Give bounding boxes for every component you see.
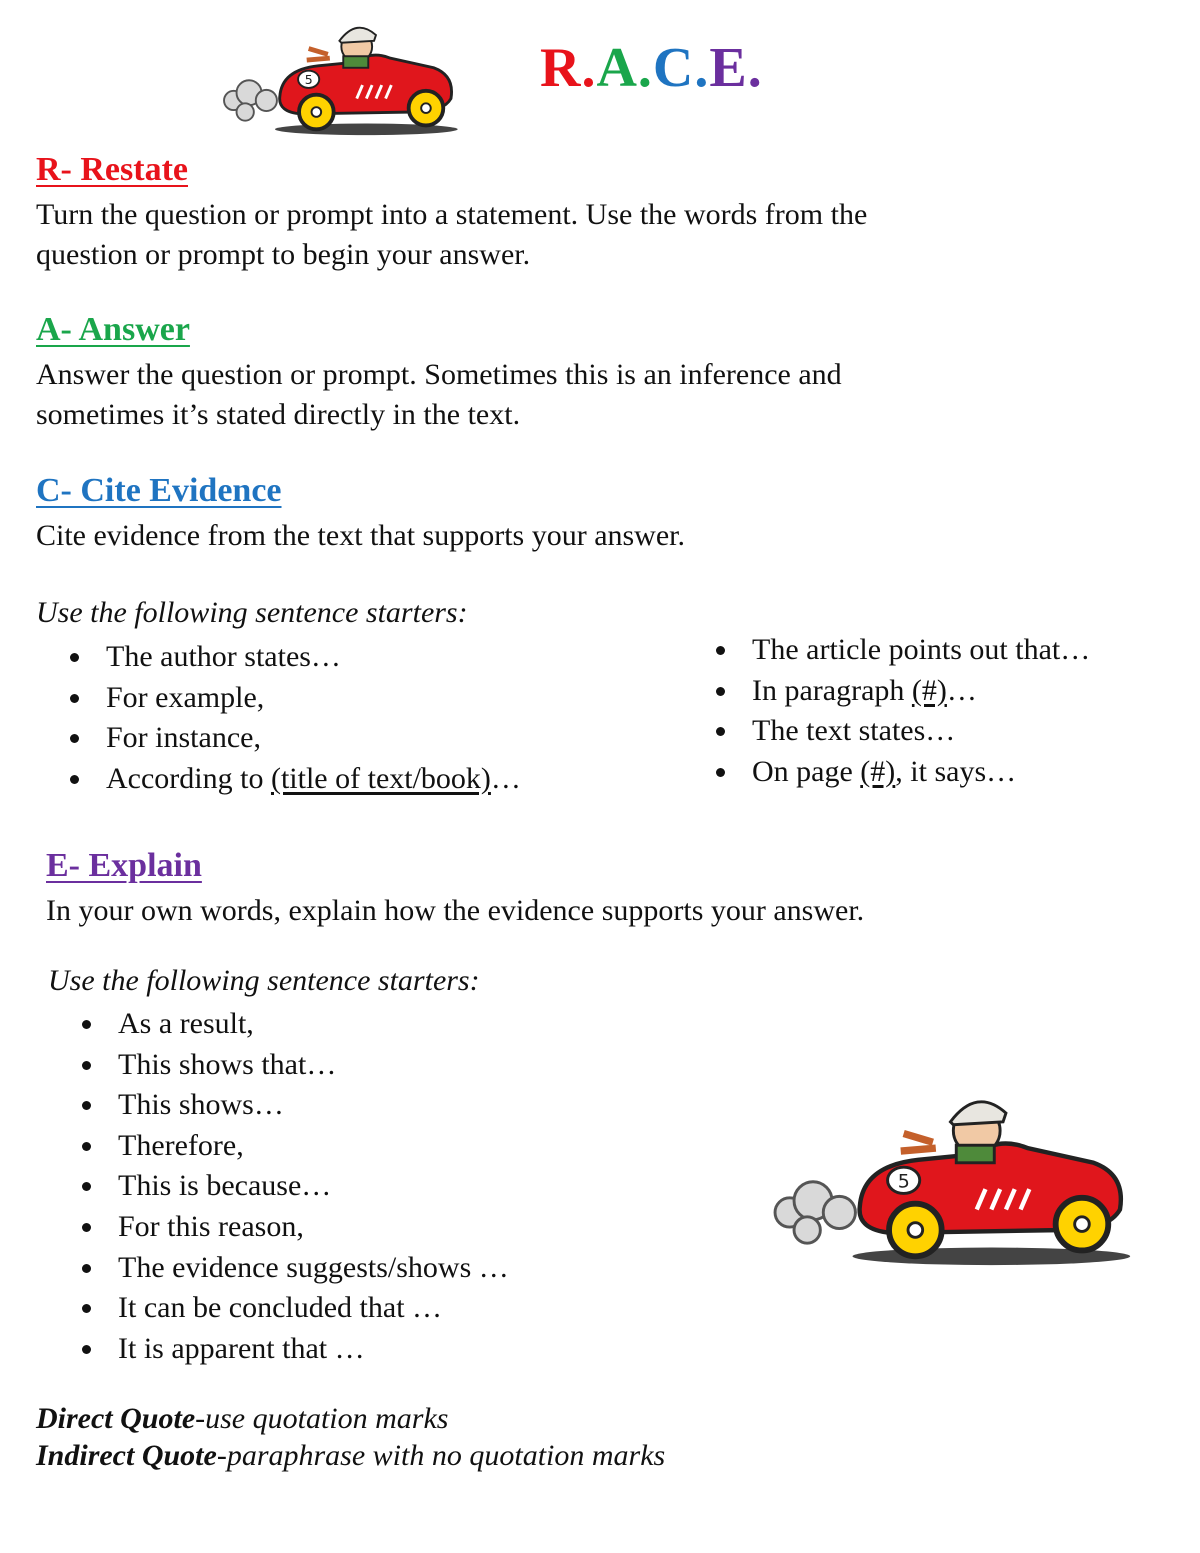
cite-starters-left xyxy=(36,637,521,799)
answer-text xyxy=(36,355,1166,435)
indirect-quote-definition: -paraphrase with no quotation marks xyxy=(216,1439,666,1472)
explain-starters-label: Use the following sentence starters: xyxy=(48,964,480,997)
underlined-placeholder: (title of text/book) xyxy=(270,761,491,795)
page-title xyxy=(540,36,763,100)
list-item: For instance, xyxy=(36,718,521,759)
top-race-car-image xyxy=(205,12,470,137)
answer-line-1: Answer the question or prompt. Sometimes this is an inference and xyxy=(36,358,842,391)
list-item: This shows that… xyxy=(48,1045,509,1086)
title-letter-e: E. xyxy=(709,37,763,99)
restate-line-2: question or prompt to begin your answer. xyxy=(36,238,531,271)
restate-line-1: Turn the question or prompt into a statement. Use the words from the xyxy=(36,198,868,231)
indirect-quote-line xyxy=(36,1439,665,1473)
list-item: The text states… xyxy=(682,711,1090,752)
explain-starters-list xyxy=(48,1004,509,1369)
list-item: It can be concluded that … xyxy=(48,1288,509,1329)
list-item: For example, xyxy=(36,678,521,719)
list-item: In paragraph (#)… xyxy=(682,671,1090,712)
list-item: This shows… xyxy=(48,1085,509,1126)
underlined-placeholder: (#) xyxy=(911,673,947,707)
list-item: The author states… xyxy=(36,637,521,678)
list-item: The article points out that… xyxy=(682,630,1090,671)
race-car-icon xyxy=(205,12,470,137)
title-letter-a: A. xyxy=(596,37,653,99)
answer-line-2: sometimes it’s stated directly in the text. xyxy=(36,398,521,431)
list-item: As a result, xyxy=(48,1004,509,1045)
indirect-quote-term: Indirect Quote xyxy=(36,1439,217,1472)
title-letter-c: C. xyxy=(652,37,710,99)
direct-quote-definition: -use quotation marks xyxy=(195,1402,449,1435)
answer-heading: A- Answer xyxy=(36,311,190,348)
race-car-icon xyxy=(735,1078,1160,1268)
list-item: Therefore, xyxy=(48,1126,509,1167)
cite-text: Cite evidence from the text that supports your answer. xyxy=(36,519,685,552)
direct-quote-line xyxy=(36,1402,448,1436)
list-item: On page (#), it says… xyxy=(682,752,1090,793)
cite-starters-label: Use the following sentence starters: xyxy=(36,596,468,629)
list-item: This is because… xyxy=(48,1166,509,1207)
direct-quote-term: Direct Quote xyxy=(36,1402,196,1435)
restate-heading: R- Restate xyxy=(36,151,188,188)
list-item: According to (title of text/book)… xyxy=(36,759,521,800)
explain-heading: E- Explain xyxy=(46,847,202,884)
bottom-race-car-image xyxy=(735,1078,1160,1268)
cite-heading: C- Cite Evidence xyxy=(36,472,282,509)
list-item: For this reason, xyxy=(48,1207,509,1248)
list-item: The evidence suggests/shows … xyxy=(48,1248,509,1289)
list-item: It is apparent that … xyxy=(48,1329,509,1370)
explain-text: In your own words, explain how the evidence supports your answer. xyxy=(46,894,865,927)
restate-text xyxy=(36,195,1166,275)
title-letter-r: R. xyxy=(540,37,597,99)
underlined-placeholder: (#) xyxy=(860,754,896,788)
cite-starters-right xyxy=(682,630,1090,792)
